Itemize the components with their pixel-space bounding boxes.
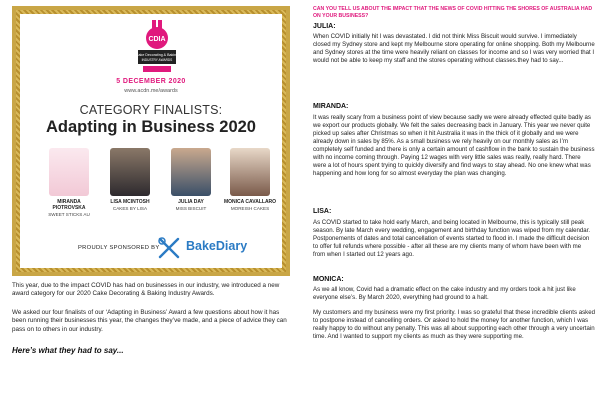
whisk-icon [156,235,182,261]
answer-text: As we all know, Covid had a dramatic effect on the cake industry and my orders took a hit just like everyone else’s. By March 2020, everything had ground to a halt. [313,286,576,302]
svg-text:Cake Decorating & Baking: Cake Decorating & Baking [135,53,179,57]
intro-paragraph: We asked our four finalists of our ‘Adapting in Business’ Award a few questions about how it has been running their businesses this year, the changes they’ve made, and a piece of advice they can pass on to others in our industry. [12,309,287,333]
finalist-name: LISA MCINTOSH [110,199,150,205]
intro-paragraph: This year, due to the impact COVID has had on businesses in our industry, we introduced a new award category for our 2020 Cake Decorating & Baking Industry Awards. [12,282,280,298]
finalist-business: MISS BISCUIT [175,206,207,211]
answer-name: MONICA: [313,276,344,283]
event-url: www.acdn.me/awards [124,88,178,94]
finalist-name: MIRANDA PIOTROVSKA [52,199,86,211]
answer-name: JULIA: [313,23,336,30]
answer-name: MIRANDA: [313,103,349,110]
finalist-business: SWEET STICKS AU [48,212,90,217]
sponsor-text: PROUDLY SPONSORED BY [78,245,160,251]
awards-poster [12,6,290,276]
finalist-card [99,148,161,211]
finalist-business: CAKES BY LISA [112,206,148,211]
poster-content [20,14,282,268]
finalist-photo [110,148,150,196]
answer-text: My customers and my business were my first priority. I was so grateful that these incredible clients asked to postpone instead of cancelling orders. Or asked to hold the money for another function, which I was really happy to do without any penalty. This was all about supporting each other through a very uncertain time. And I wanted to support my clients as much as they were supporting me. [313,309,596,341]
svg-text:CDIA: CDIA [148,36,166,43]
finalist-name: MONICA CAVALLARO [223,199,277,205]
intro-lead: Here’s what they had to say... [12,346,124,355]
answer-name: LISA: [313,208,332,215]
sponsor-name: BakeDiary [186,239,248,253]
interview-question: CAN YOU TELL US ABOUT THE IMPACT THAT THE NEWS OF COVID HITTING THE SHORES OF AUSTRALIA HAD ON YOUR BUSINESS? [313,6,593,19]
sponsor-logo [156,235,251,261]
finalist-card [160,148,222,211]
category-title: Adapting in Business 2020 [46,118,256,136]
awards-logo [134,20,180,74]
category-label: CATEGORY FINALISTS: [79,103,223,117]
answer-text: When COVID initially hit I was devastated. I did not think Miss Biscuit would survive. I immediately closed my Sydney store and kept my Melbourne store operating for online shopping. Both my Melbourne and Sydney stores at the time were heavily reliant on classes for income and so I was very worried that I would not be able to keep my staff and the stores operating without classes.they had to say... [313,33,595,65]
finalist-photo [230,148,270,196]
finalist-card [38,148,100,217]
event-date: 5 DECEMBER 2020 [116,78,186,85]
finalist-photo [49,148,89,196]
svg-text:INDUSTRY AWARDS: INDUSTRY AWARDS [141,58,173,62]
answer-text: As COVID started to take hold early March, and being located in Melbourne, this is typically still peak season. By late March every wedding, engagement and birthday function was wiped from my calendar. Postponements of dates and total cancellation of events started to flood in. I made the difficult decision to offer full refunds where possible - after all these are my clients many of whom have been with me from when I started out 12 years ago. [313,219,591,259]
finalist-name: JULIA DAY [178,199,204,205]
finalist-photo [171,148,211,196]
finalist-business: MOREISH CAKES [230,206,270,211]
finalist-card [219,148,281,211]
answer-text: It was really scary from a business point of view because sadly we were already effected quite badly as we export our products globally. We felt the sales decreasing back in January. This year we never quite picked up sales after Christmas so when it hit Australia it was in the thick of it globally and we were already down in sales by 85%. As a small business we rely heavily on our monthly sales as I’m completely self funded and there is only a certain amount of cashflow in the bank to sustain the business with no income coming through. Paying 12 wages with very little sales was really, really hard. There were a lot of hours spent trying to quickly diversify and find ways to stay ahead. No one knew what was happening and how long for so almost everyday the plan was changing. [313,114,595,178]
